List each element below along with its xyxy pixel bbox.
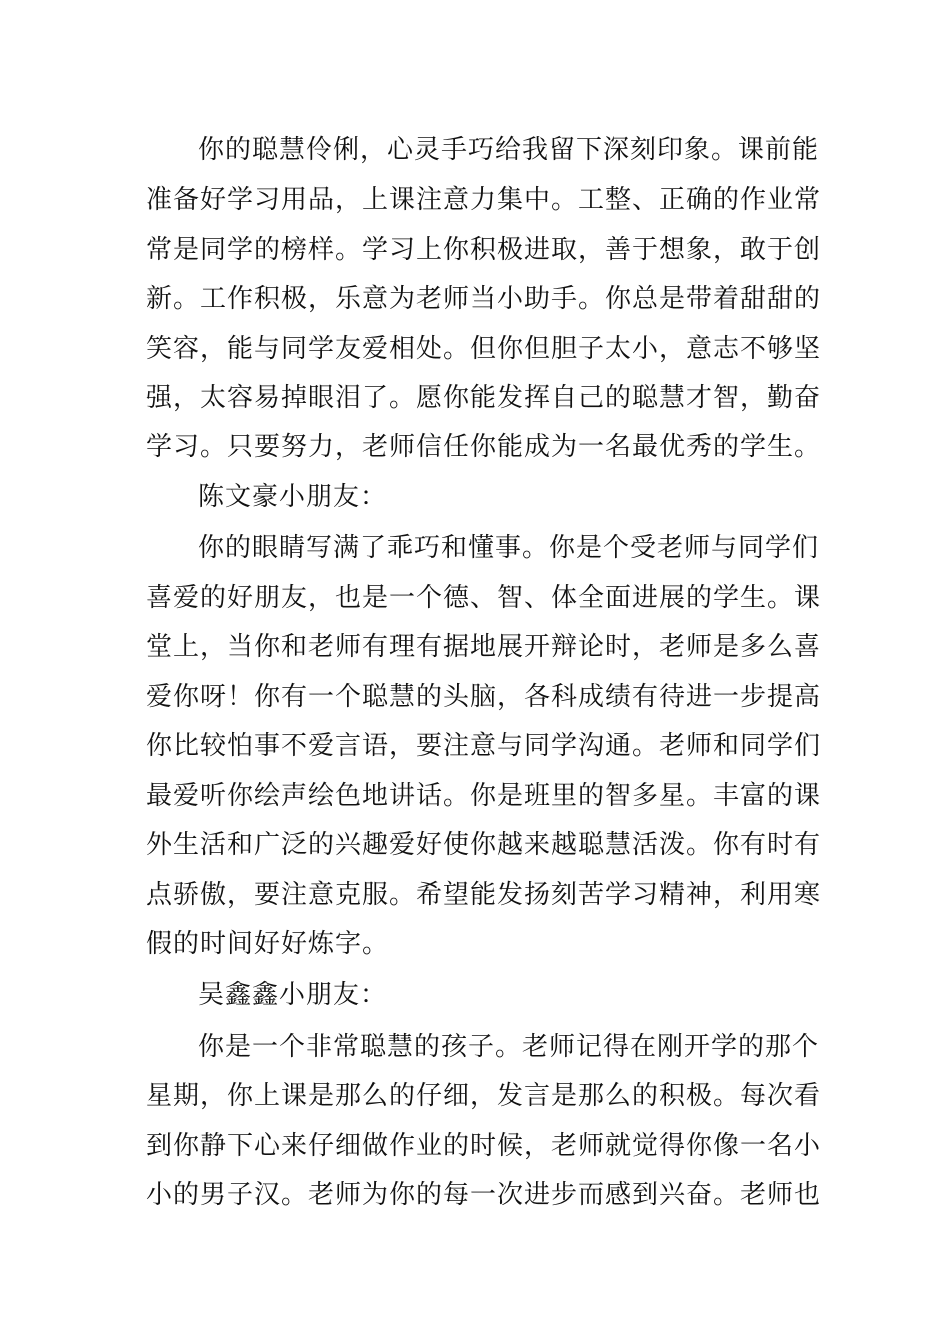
paragraph-line: 学习。只要努力，老师信任你能成为一名最优秀的学生。 xyxy=(146,432,822,462)
paragraph-line: 你是一个非常聪慧的孩子。老师记得在刚开学的那个 xyxy=(198,1032,820,1062)
paragraph-line: 最爱听你绘声绘色地讲话。你是班里的智多星。丰富的课 xyxy=(146,781,822,811)
paragraph-line: 星期，你上课是那么的仔细，发言是那么的积极。每次看 xyxy=(146,1081,822,1111)
paragraph-line: 喜爱的好朋友，也是一个德、智、体全面进展的学生。课 xyxy=(146,583,822,613)
paragraph-line: 外生活和广泛的兴趣爱好使你越来越聪慧活泼。你有时有 xyxy=(146,830,822,860)
paragraph-line: 你的眼睛写满了乖巧和懂事。你是个受老师与同学们 xyxy=(198,533,820,563)
paragraph-line: 准备好学习用品，上课注意力集中。工整、正确的作业常 xyxy=(146,185,822,215)
paragraph-line: 强，太容易掉眼泪了。愿你能发挥自己的聪慧才智，勤奋 xyxy=(146,383,822,413)
paragraph-line: 小的男子汉。老师为你的每一次进步而感到兴奋。老师也 xyxy=(146,1180,822,1210)
paragraph-line: 点骄傲，要注意克服。希望能发扬刻苦学习精神，利用寒 xyxy=(146,880,822,910)
paragraph-line: 爱你呀！你有一个聪慧的头脑，各科成绩有待进一步提高 xyxy=(146,682,822,712)
paragraph-line: 到你静下心来仔细做作业的时候，老师就觉得你像一名小 xyxy=(146,1131,822,1161)
salutation: 吴鑫鑫小朋友： xyxy=(198,980,388,1010)
paragraph-line: 假的时间好好炼字。 xyxy=(146,929,390,959)
paragraph-line: 新。工作积极，乐意为老师当小助手。你总是带着甜甜的 xyxy=(146,284,822,314)
paragraph-line: 堂上，当你和老师有理有据地展开辩论时，老师是多么喜 xyxy=(146,632,822,662)
salutation: 陈文豪小朋友： xyxy=(198,482,388,512)
paragraph-line: 常是同学的榜样。学习上你积极进取，善于想象，敢于创 xyxy=(146,235,822,265)
paragraph-line: 你比较怕事不爱言语，要注意与同学沟通。老师和同学们 xyxy=(146,731,822,761)
paragraph-line: 笑容，能与同学友爱相处。但你但胆子太小，意志不够坚 xyxy=(146,334,822,364)
paragraph-line: 你的聪慧伶俐，心灵手巧给我留下深刻印象。课前能 xyxy=(198,135,820,165)
